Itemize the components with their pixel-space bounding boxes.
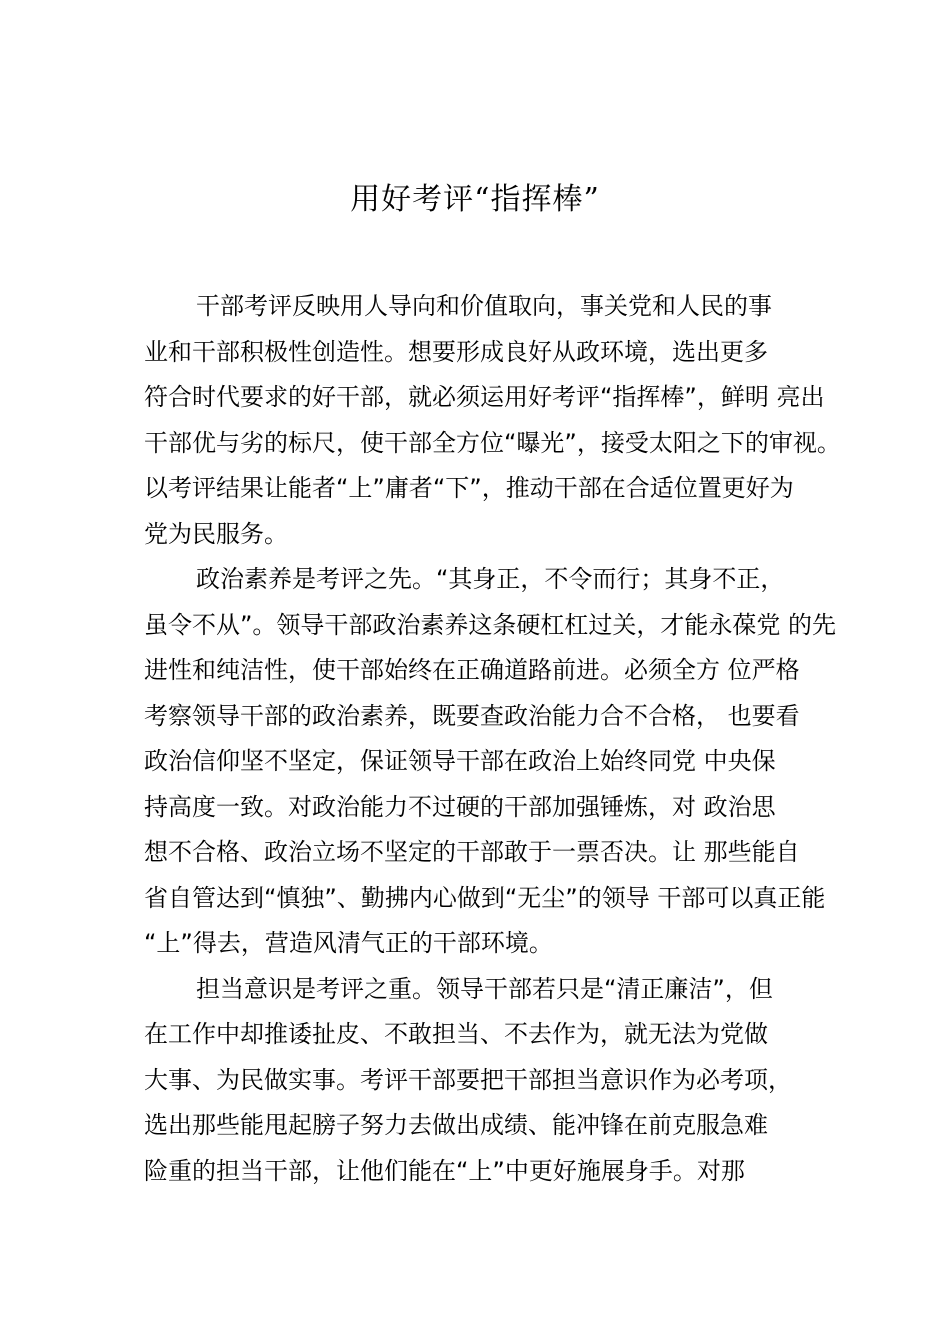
text-line: 业和干部积极性创造性。想要形成良好从政环境，选出更多 [144,337,768,366]
text-line: 担当意识是考评之重。领导干部若只是“清正廉洁”，但 [196,974,773,1003]
document-body [144,284,841,1194]
text-line: 党为民服务。 [144,519,288,548]
text-line: 选出那些能甩起膀子努力去做出成绩、能冲锋在前克服急难 [144,1111,768,1139]
text-line: 省自管达到“慎独”、勤拂内心做到“无尘”的领导 干部可以真正能 [144,883,826,912]
text-line: 政治信仰坚不坚定，保证领导干部在政治上始终同党 中央保 [144,747,776,775]
text-line: 干部优与劣的标尺，使干部全方位“曝光”，接受太阳之下的审视。 [144,428,841,457]
text-line: 虽令不从”。领导干部政治素养这条硬杠杠过关，才能永葆党 的先 [144,610,837,639]
text-line: 持高度一致。对政治能力不过硬的干部加强锤炼，对 政治思 [144,792,776,821]
text-line: 以考评结果让能者“上”庸者“下”，推动干部在合适位置更好为 [144,474,794,502]
text-line: 进性和纯洁性，使干部始终在正确道路前进。必须全方 位严格 [144,656,800,684]
text-line: 大事、为民做实事。考评干部要把干部担当意识作为必考项， [144,1065,792,1094]
text-line: 险重的担当干部，让他们能在“上”中更好施展身手。对那 [144,1156,745,1185]
text-line: 干部考评反映用人导向和价值取向，事关党和人民的事 [196,292,772,320]
text-line: 在工作中却推诿扯皮、不敢担当、不去作为，就无法为党做 [144,1020,768,1048]
text-line: 符合时代要求的好干部，就必须运用好考评“指挥棒”，鲜明 亮出 [144,383,825,411]
text-line: 想不合格、政治立场不坚定的干部敢于一票否决。让 那些能自 [144,838,800,866]
text-line: 考察领导干部的政治素养，既要查政治能力合不合格， 也要看 [144,701,800,730]
text-line: “上”得去，营造风清气正的干部环境。 [144,929,553,957]
text-line: 政治素养是考评之先。“其身正，不令而行；其身不正， [196,565,785,593]
document-title: 用好考评“指挥棒” [350,182,600,217]
